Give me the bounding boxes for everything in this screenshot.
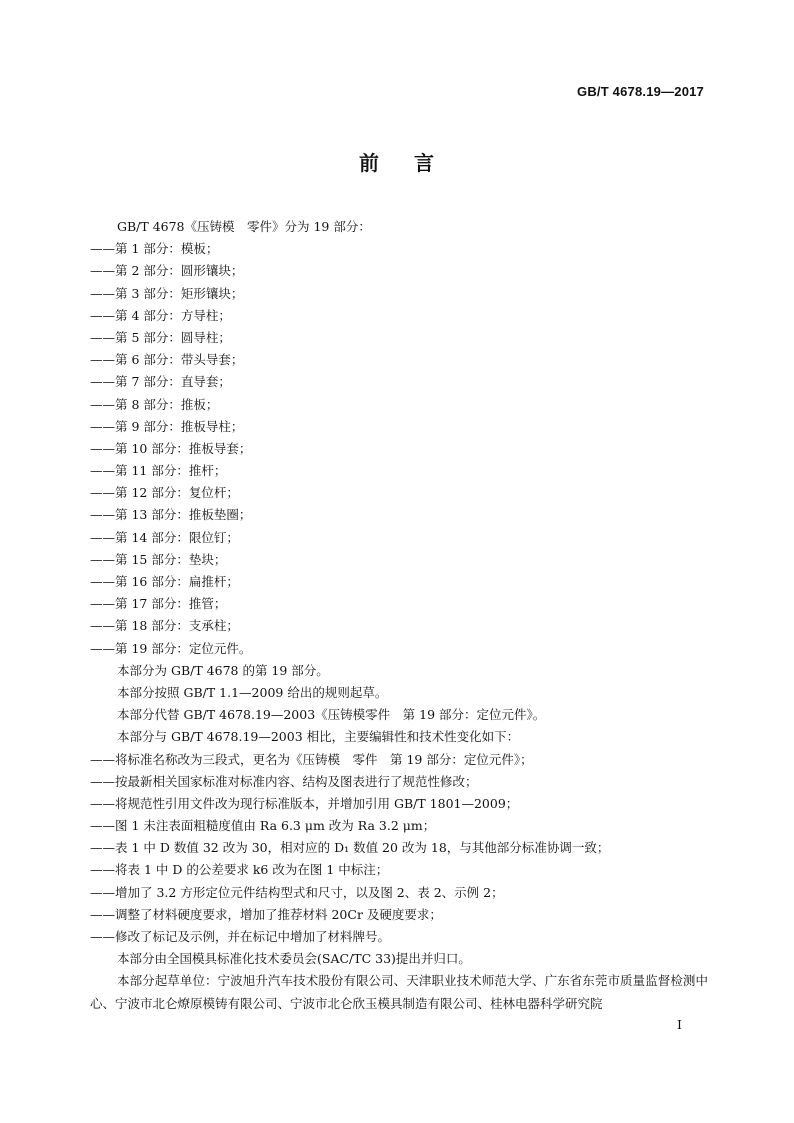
list-item: ——第 13 部分：推板垫圈； [90, 507, 252, 523]
list-item: ——第 4 部分：方导柱； [90, 307, 231, 323]
list-item: ——第 18 部分：支承柱； [90, 618, 239, 634]
change-item: ——将表 1 中 D 的公差要求 k6 改为在图 1 中标注； [90, 862, 389, 878]
page-number: I [677, 1017, 682, 1032]
drafting-units-paragraph: 本部分起草单位：宁波旭升汽车技术股份有限公司、天津职业技术师范大学、广东省东莞市质量监督检测中心、宁波市北仑燎原模铸有限公司、宁波市北仑欣玉模具制造有限公司、桂林电器科学研究院 [90, 973, 708, 1011]
list-item: ——第 3 部分：矩形镶块； [90, 285, 244, 301]
change-item: ——修改了标记及示例，并在标记中增加了材料牌号。 [90, 929, 391, 944]
change-item: ——将标准名称改为三段式，更名为《压铸模 零件 第 19 部分：定位元件》； [90, 751, 533, 767]
list-item: ——第 1 部分：模板； [90, 241, 219, 257]
change-item: ——将规范性引用文件改为现行标准版本，并增加引用 GB/T 1801—2009； [90, 795, 519, 811]
paragraph-line: 本部分与 GB/T 4678.19—2003 相比，主要编辑性和技术性变化如下： [117, 729, 520, 745]
standard-number: GB/T 4678.19—2017 [577, 84, 704, 99]
title-part-1: 前 [359, 151, 380, 175]
list-item: ——第 8 部分：推板； [90, 396, 219, 412]
list-item: ——第 17 部分：推管； [90, 596, 227, 612]
paragraph-line: 本部分由全国模具标准化技术委员会(SAC/TC 33)提出并归口。 [117, 951, 471, 967]
list-item: ——第 5 部分：圆导柱； [90, 329, 231, 345]
list-item: ——第 9 部分：推板导柱； [90, 418, 244, 434]
title-part-2: 言 [414, 151, 435, 175]
change-item: ——按最新相关国家标准对标准内容、结构及图表进行了规范性修改； [90, 773, 478, 789]
change-item: ——增加了 3.2 方形定位元件结构型式和尺寸，以及图 2、表 2、示例 2； [90, 884, 504, 900]
intro-line: GB/T 4678《压铸模 零件》分为 19 部分： [117, 219, 371, 234]
list-item: ——第 6 部分：带头导套； [90, 352, 244, 368]
paragraph-line: 本部分按照 GB/T 1.1—2009 给出的规则起草。 [117, 684, 388, 700]
list-item: ——第 15 部分：垫块； [90, 551, 227, 567]
change-item: ——调整了材料硬度要求，增加了推荐材料 20Cr 及硬度要求； [90, 906, 442, 922]
change-item: ——表 1 中 D 数值 32 改为 30，相对应的 D₁ 数值 20 改为 18，与其他部分标准协调一致； [90, 840, 610, 856]
change-item: ——图 1 未注表面粗糙度值由 Ra 6.3 μm 改为 Ra 3.2 μm； [90, 818, 436, 834]
page-title [0, 148, 794, 178]
paragraph-line: 本部分为 GB/T 4678 的第 19 部分。 [117, 662, 329, 678]
list-item: ——第 14 部分：限位钉； [90, 529, 239, 545]
list-item: ——第 16 部分：扁推杆； [90, 574, 239, 589]
list-item: ——第 7 部分：直导套； [90, 374, 231, 390]
list-item: ——第 2 部分：圆形镶块； [90, 263, 244, 279]
list-item: ——第 19 部分：定位元件。 [90, 640, 252, 656]
list-item: ——第 12 部分：复位杆； [90, 485, 239, 501]
list-item: ——第 11 部分：推杆； [90, 463, 227, 479]
list-item: ——第 10 部分：推板导套； [90, 440, 252, 456]
foreword-body [90, 216, 708, 1015]
paragraph-line: 本部分代替 GB/T 4678.19—2003《压铸模零件 第 19 部分：定位元件》。 [117, 707, 546, 723]
